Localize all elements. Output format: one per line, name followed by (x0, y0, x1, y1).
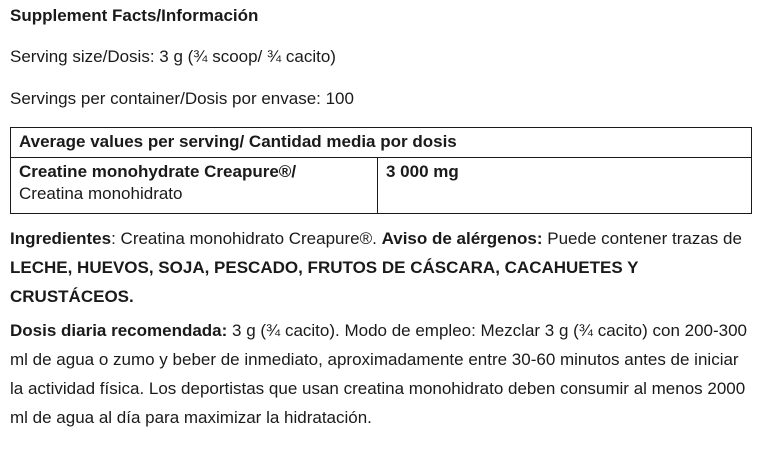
allergen-list: LECHE, HUEVOS, SOJA, PESCADO, FRUTOS DE CÁSCARA, CACAHUETES Y CRUSTÁCEOS. (10, 258, 639, 306)
allergen-label: Aviso de alérgenos: (381, 229, 543, 248)
ingredients-text: : Creatina monohidrato Creapure®. (111, 229, 382, 248)
nutrition-table (10, 127, 752, 214)
ingredients-label: Ingredientes (10, 229, 112, 248)
ingredient-name-translation: Creatina monohidrato (19, 184, 183, 203)
ingredient-name: Creatine monohydrate Creapure®/ (19, 162, 297, 181)
table-header: Average values per serving/ Cantidad media por dosis (11, 128, 752, 158)
dosage-text: 3 g (¾ cacito). Modo de empleo: Mezclar 3 g (¾ cacito) con 200-300 ml de agua o zumo y beber de inmediato, aproximadamente entre 30-60 minutos antes de iniciar la actividad física. Los deportistas que usan creatina monohidrato deben consumir al menos 2000 ml de agua al día para maximizar la hidratación. (10, 321, 748, 427)
ingredient-name-cell (11, 158, 378, 214)
serving-size: Serving size/Dosis: 3 g (¾ scoop/ ¾ cacito) (10, 47, 336, 66)
ingredients-paragraph (10, 224, 752, 311)
page-title: Supplement Facts/Información (10, 6, 259, 25)
table-header-row (11, 128, 752, 158)
ingredient-amount: 3 000 mg (378, 158, 752, 214)
servings-per-container: Servings per container/Dosis por envase: 100 (10, 89, 354, 108)
dosage-label: Dosis diaria recomendada: (10, 321, 228, 340)
allergen-text: Puede contener trazas de (542, 229, 742, 248)
dosage-paragraph (10, 316, 752, 432)
table-row (11, 158, 752, 214)
